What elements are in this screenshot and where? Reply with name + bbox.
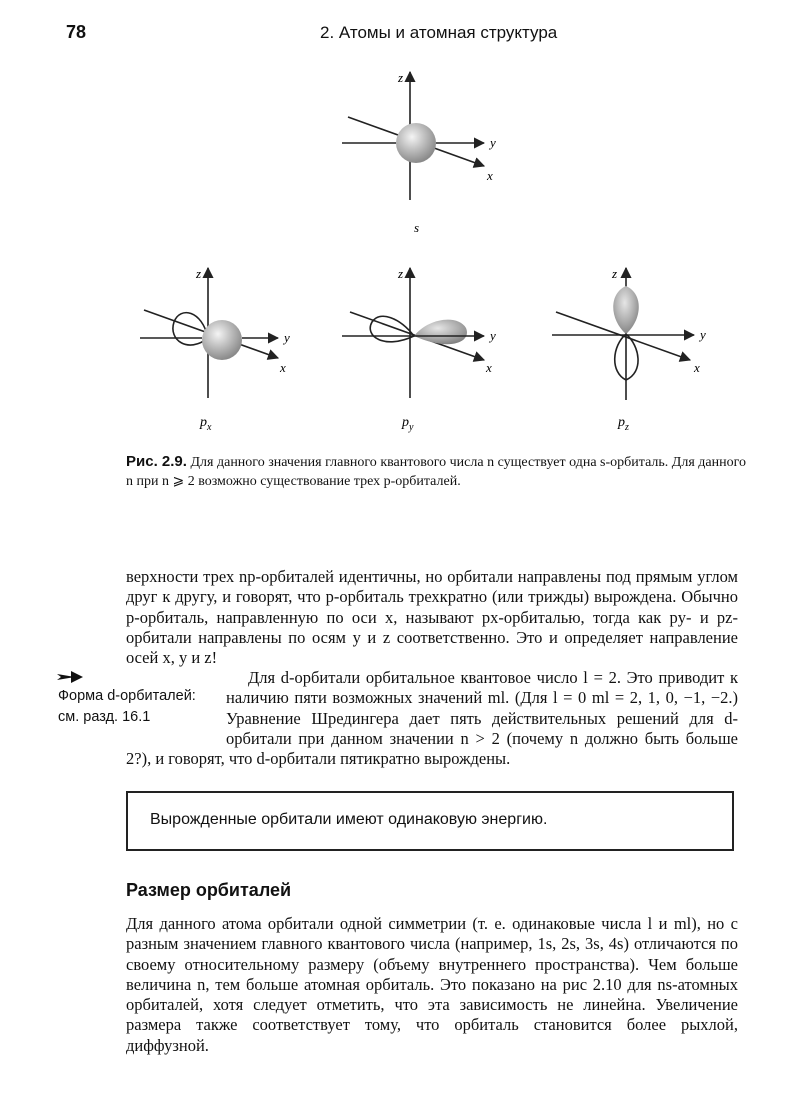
z-axis-label: z — [196, 266, 202, 281]
caption-label: Рис. 2.9. — [126, 453, 187, 470]
z-axis-label: z — [398, 70, 404, 85]
page-number: 78 — [66, 22, 87, 42]
y-axis-label: y — [490, 328, 496, 343]
pz-top-lobe — [613, 286, 639, 334]
chapter-title: 2. Атомы и атомная структура — [320, 23, 558, 42]
figure-caption — [126, 452, 746, 491]
pz-orbital-diagram — [552, 266, 706, 433]
definition-text: Вырожденные орбитали имеют одинаковую энергию. — [150, 811, 548, 828]
paragraph-d-orbitals-text: Для d-орбитали орбитальное квантовое число l = 2. Это приводит к наличию пяти возможных значений ml. (Для l = 0 ml = 2, 1, 0, −1, −2.) Уравнение Шредингера дает пять действительных решений для d-орбитали при данном значении n > 2 (почему n должно быть больше 2?), и говорят, что d-орбитали пятикратно вырождены. — [126, 668, 738, 769]
py-orbital-diagram — [342, 266, 496, 433]
px-label: $p_x$ — [200, 415, 212, 433]
pz-label: $p_z$ — [618, 415, 629, 433]
margin-note-line-2: см. разд. 16.1 — [58, 709, 151, 725]
margin-arrow-icon — [57, 670, 83, 684]
margin-note-line-1: Форма d-орбиталей: — [58, 688, 196, 704]
s-orbital-sphere — [396, 123, 436, 163]
caption-text: Для данного значения главного квантового числа n существует одна s-орбиталь. Для данного n при n ⩾ 2 возможно существование трех p-орбиталей. — [126, 455, 747, 489]
x-axis-label: x — [694, 360, 700, 375]
py-front-lobe — [414, 320, 467, 345]
px-orbital-diagram — [140, 266, 290, 433]
orbital-figure — [0, 0, 794, 445]
x-axis-label: x — [487, 168, 493, 183]
paragraph-orbital-size: Для данного атома орбитали одной симметрии (т. е. одинаковые числа l и ml), но с разным значением главного квантового числа (например, 1s, 2s, 3s, 4s) отличаются по своему относительному размеру (объему внутреннего пространства). Чем больше величина n, тем больше атомная орбиталь. Это показано на рис 2.10 для ns-атомных орбиталей, хотя следует отметить, что эта зависимость не линейна. Увеличение размера также соответствует тому, что орбиталь становится более рыхлой, диффузной. — [126, 914, 738, 1055]
x-axis-label: x — [280, 360, 286, 375]
z-axis-label: z — [612, 266, 618, 281]
py-back-lobe — [370, 316, 414, 342]
y-axis-label: y — [284, 330, 290, 345]
y-axis-label: y — [700, 327, 706, 342]
section-heading: Размер орбиталей — [126, 880, 292, 900]
paragraph-degeneracy: верхности трех np-орбиталей идентичны, но орбитали направлены под прямым углом друг к другу, и говорят, что p-орбиталь трехкратно (или трижды) вырождена. Обычно p-орбиталь, направленную по оси x, называют px-орбиталью, тогда как py- и pz-орбитали направлены по осям y и z соответственно. Это и определяет направление осей x, y и z! — [126, 567, 738, 668]
definition-box — [126, 791, 734, 851]
s-orbital-diagram — [342, 70, 496, 235]
margin-note-spacer — [126, 688, 226, 749]
paragraph-d-orbitals — [126, 668, 738, 769]
y-axis-label: y — [490, 135, 496, 150]
s-orbital-label: s — [414, 220, 420, 235]
x-axis-label: x — [486, 360, 492, 375]
px-front-lobe — [202, 320, 242, 360]
py-label: $p_y$ — [402, 415, 414, 433]
z-axis-label: z — [398, 266, 404, 281]
